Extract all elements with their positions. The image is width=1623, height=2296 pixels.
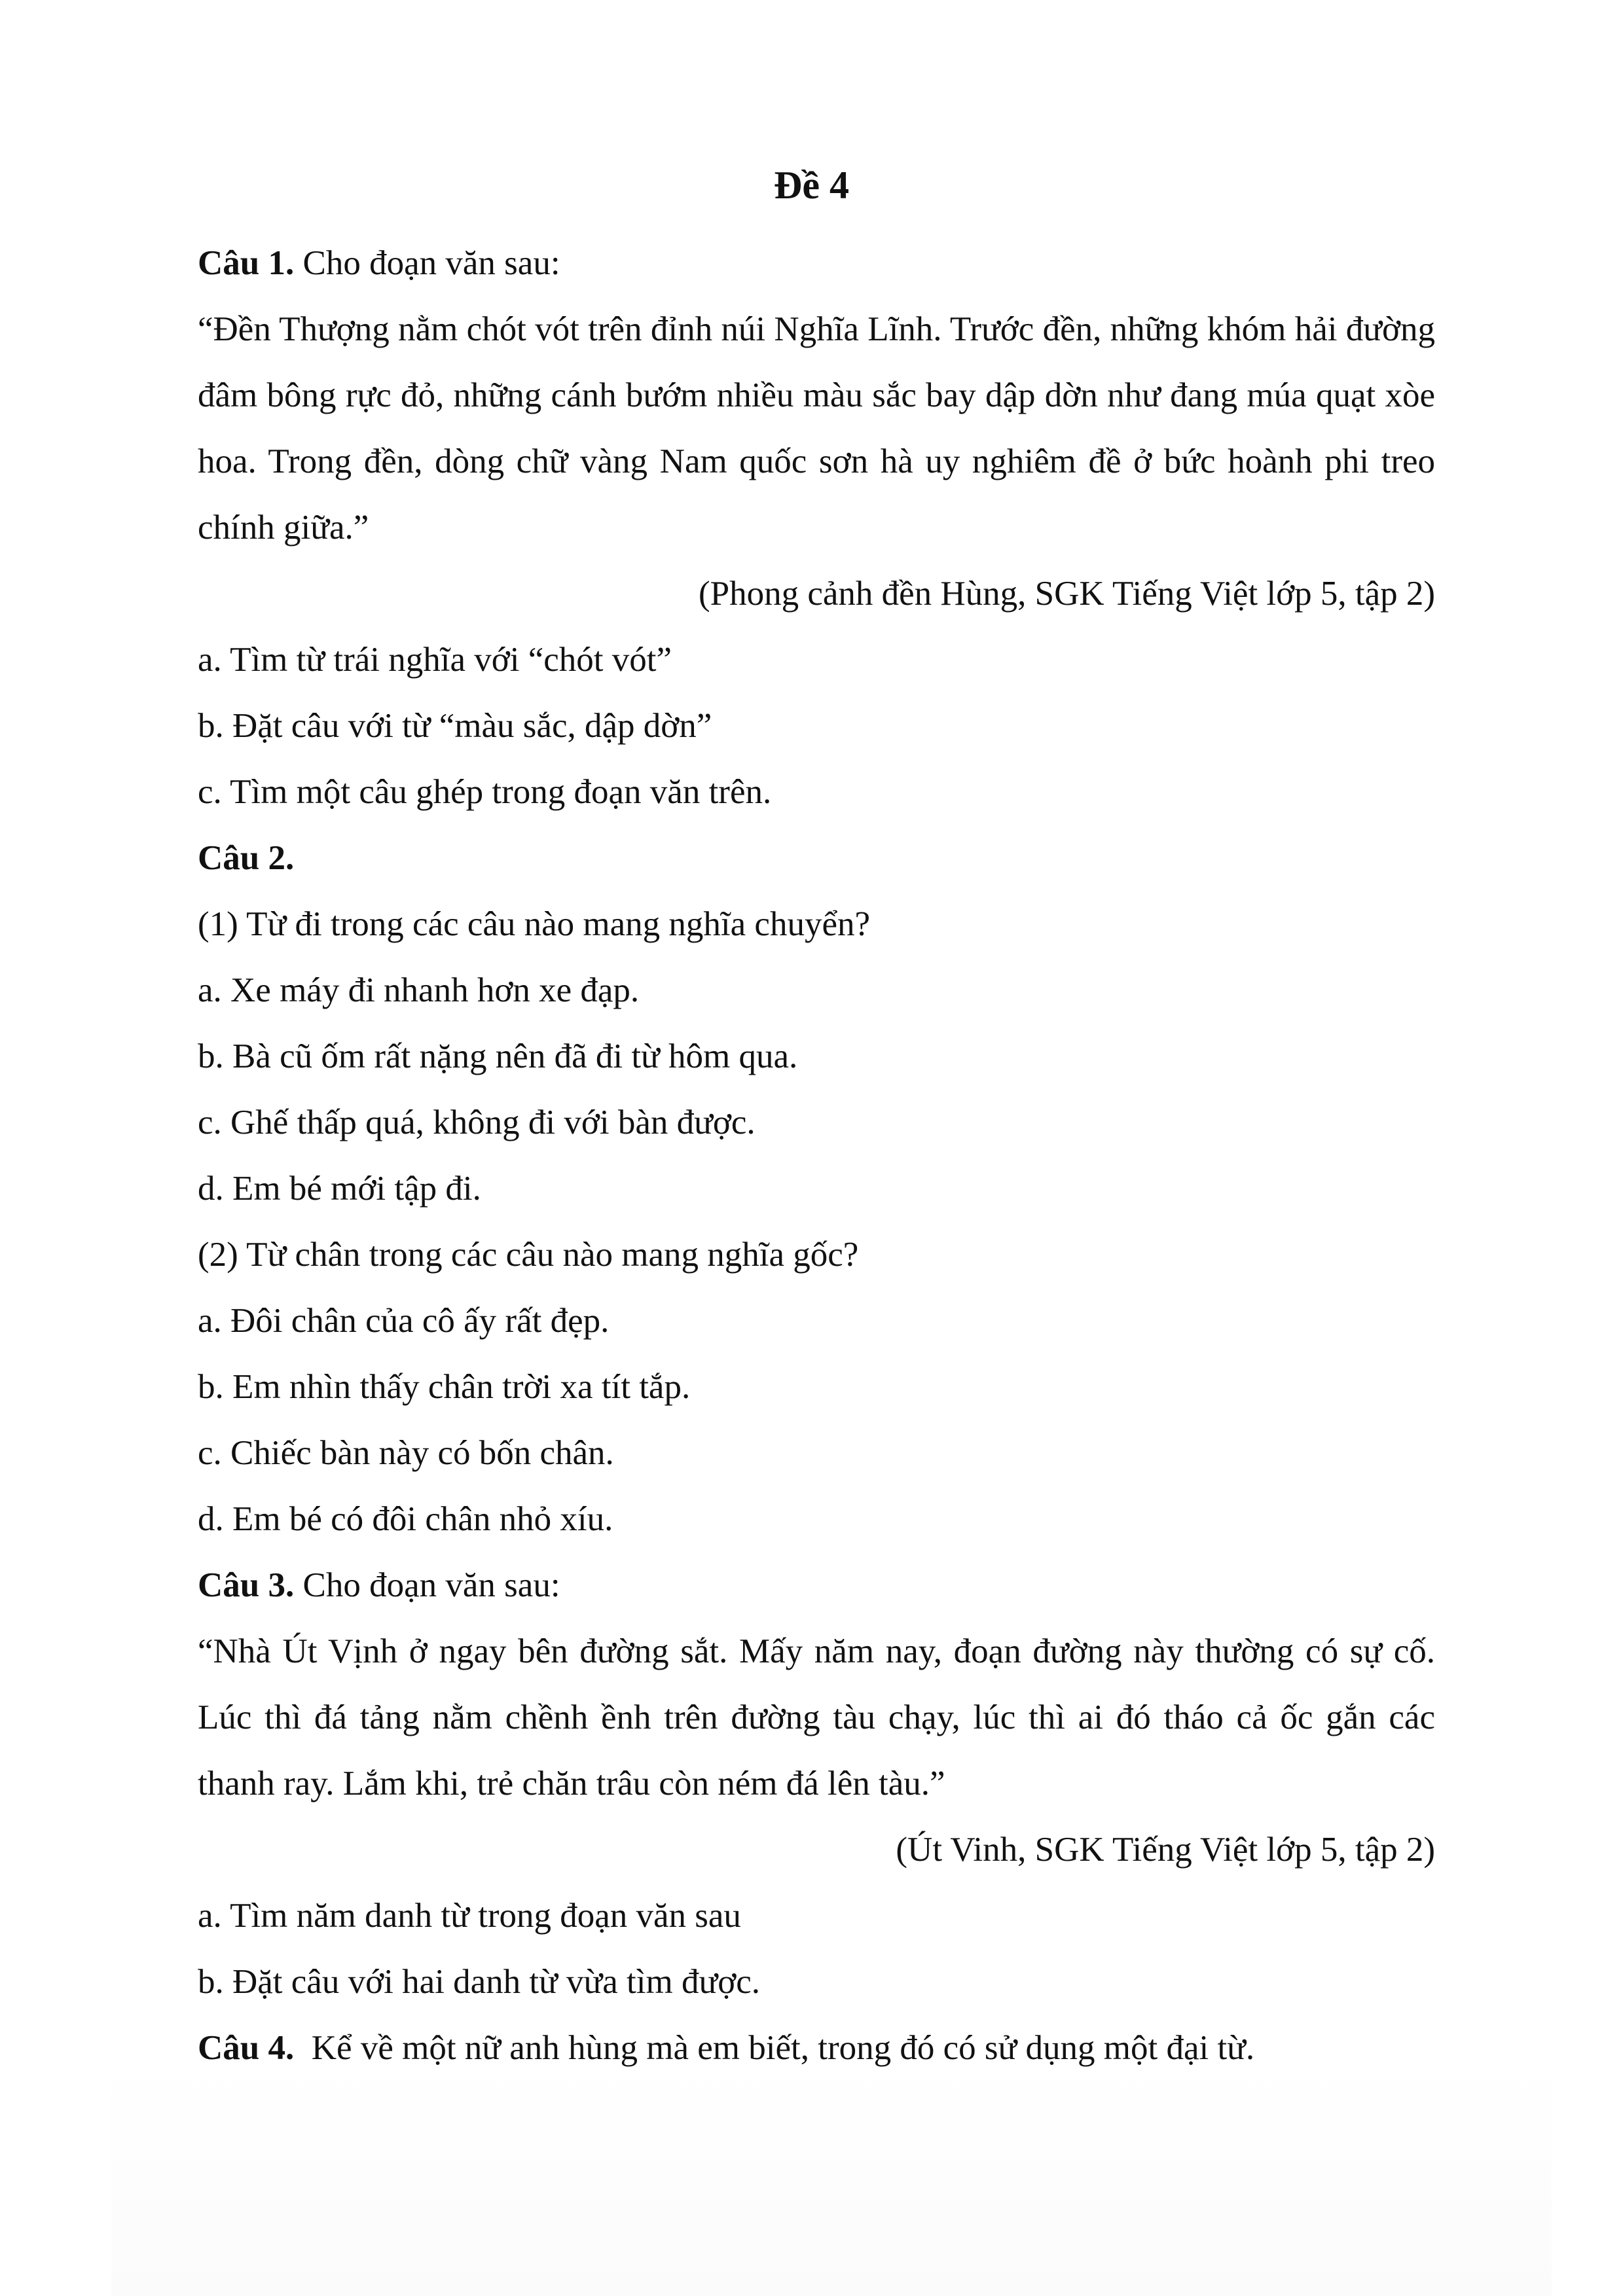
question-4 [198, 2015, 1435, 2081]
question-1-label: Câu 1. [198, 244, 295, 282]
question-2-heading [198, 825, 1435, 891]
question-4-text: Kể về một nữ anh hùng mà em biết, trong đó có sử dụng một đại từ. [294, 2029, 1255, 2067]
question-3-item-a: a. Tìm năm danh từ trong đoạn văn sau [198, 1897, 741, 1935]
question-2-label: Câu 2. [198, 839, 295, 877]
page-title: Đề 4 [774, 164, 849, 207]
question-2-part-2-option-a: a. Đôi chân của cô ấy rất đẹp. [198, 1302, 610, 1340]
question-1-heading [198, 230, 1435, 296]
question-2-part-1-option-b: b. Bà cũ ốm rất nặng nên đã đi từ hôm qua. [198, 1037, 798, 1075]
question-3-intro: Cho đoạn văn sau: [294, 1566, 560, 1604]
question-1-item-b: b. Đặt câu với từ “màu sắc, dập dờn” [198, 707, 712, 745]
question-1-item-c: c. Tìm một câu ghép trong đoạn văn trên. [198, 773, 772, 811]
question-3-source: (Út Vinh, SGK Tiếng Việt lớp 5, tập 2) [896, 1831, 1435, 1869]
question-3-label: Câu 3. [198, 1566, 295, 1604]
question-3-heading [198, 1552, 1435, 1619]
question-2-part-2-option-c: c. Chiếc bàn này có bốn chân. [198, 1434, 614, 1472]
question-1-passage: “Đền Thượng nằm chót vót trên đỉnh núi Nghĩa Lĩnh. Trước đền, những khóm hải đường đâm bông rực đỏ, những cánh bướm nhiều màu sắc bay dập dờn như đang múa quạt xòe hoa. Trong đền, dòng chữ vàng Nam quốc sơn hà uy nghiêm đề ở bức hoành phi treo chính giữa.” [198, 310, 1435, 547]
question-2-part-2-option-b: b. Em nhìn thấy chân trời xa tít tắp. [198, 1368, 691, 1406]
question-3-passage: “Nhà Út Vịnh ở ngay bên đường sắt. Mấy năm nay, đoạn đường này thường có sự cố. Lúc thì đá tảng nằm chềnh ềnh trên đường tàu chạy, lúc thì ai đó tháo cả ốc gắn các thanh ray. Lắm khi, trẻ chăn trâu còn ném đá lên tàu.” [198, 1632, 1435, 1803]
question-4-label: Câu 4. [198, 2029, 295, 2067]
question-2-part-2-option-d: d. Em bé có đôi chân nhỏ xíu. [198, 1500, 613, 1538]
question-1-intro: Cho đoạn văn sau: [294, 244, 560, 282]
question-2-part-1: (1) Từ đi trong các câu nào mang nghĩa chuyển? [198, 905, 871, 943]
question-1-source: (Phong cảnh đền Hùng, SGK Tiếng Việt lớp 5, tập 2) [698, 575, 1435, 613]
question-1-item-a: a. Tìm từ trái nghĩa với “chót vót” [198, 641, 672, 679]
question-2-part-1-option-a: a. Xe máy đi nhanh hơn xe đạp. [198, 971, 640, 1009]
question-2-part-1-option-c: c. Ghế thấp quá, không đi với bàn được. [198, 1103, 756, 1141]
scan-shade [111, 2062, 1552, 2296]
question-2-part-1-option-d: d. Em bé mới tập đi. [198, 1170, 481, 1208]
question-2-part-2: (2) Từ chân trong các câu nào mang nghĩa gốc? [198, 1236, 859, 1274]
question-3-item-b: b. Đặt câu với hai danh từ vừa tìm được. [198, 1963, 760, 2001]
document-body [198, 230, 1435, 2081]
